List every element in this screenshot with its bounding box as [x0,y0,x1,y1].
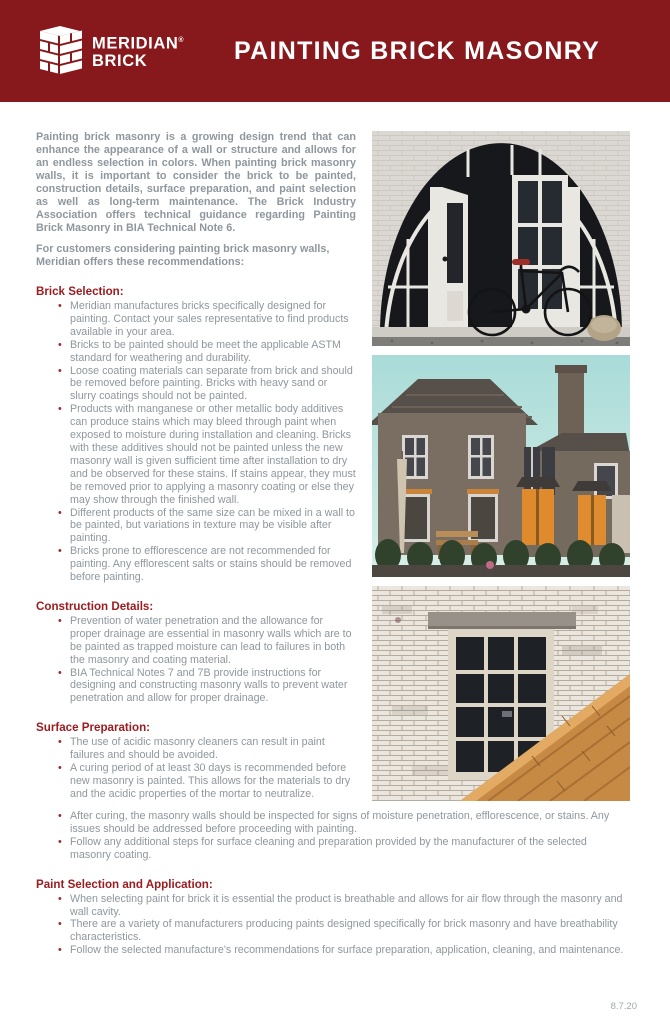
section-heading-brick-selection: Brick Selection: [36,285,124,298]
bullet-item [36,810,630,836]
bullet-icon: • [58,666,62,679]
brand-name [92,32,184,70]
bullet-text: BIA Technical Notes 7 and 7B provide instructions for designing and constructing masonry walls to prevent water penetration and allow for proper drainage. [70,666,348,705]
bullet-text: Meridian manufactures bricks specifically designed for painting. Contact your sales representative to find products available in your area. [70,300,349,338]
brand-name-line1: MERIDIAN [92,34,179,53]
section-heading-paint-selection: Paint Selection and Application: [36,877,213,891]
bullet-item [36,893,630,919]
bullet-item [36,836,630,862]
bullet-text: After curing, the masonry walls should be inspected for signs of moisture penetration, efflorescence, or stains. Any issues should be addressed before proceeding with painting. [70,810,610,835]
header-bar [0,0,670,102]
bullet-icon: • [58,892,62,905]
bullet-text: Different products of the same size can be mixed in a wall to be painted, but variations in texture may be visible after painting. [70,506,355,545]
photo-column [372,131,630,810]
bullet-text: The use of acidic masonry cleaners can result in paint failures and should be avoided. [70,736,325,762]
bullet-item [36,944,630,957]
bullet-icon: • [58,614,62,627]
bullet-icon: • [58,736,62,749]
bullet-icon: • [58,810,62,822]
bullet-icon: • [58,835,62,848]
photo-whitewashed-brick-window [372,586,630,801]
brand-name-line2: BRICK [92,51,148,70]
bullet-icon: • [58,944,62,957]
brick-stack-icon [38,25,84,77]
bullet-icon: • [58,918,62,931]
photo-brick-house-dusk [372,355,630,577]
bullet-text: A curing period of at least 30 days is recommended before new masonry is painted. This allows for the materials to dry and the acidic properties of the mortar to neutralize. [70,762,351,800]
bullet-text: Follow the selected manufacture's recommendations for surface preparation, application, cleaning, and maintenance. [70,944,624,957]
page-title: PAINTING BRICK MASONRY [234,36,601,65]
bullet-icon: • [58,506,62,519]
bullet-icon: • [58,762,62,775]
bullet-text: Follow any additional steps for surface cleaning and preparation provided by the manufacturer of the selected masonry coating. [70,835,587,861]
bullet-icon: • [58,364,62,377]
bullet-icon: • [58,545,62,558]
bullet-text: Bricks to be painted should be meet the applicable ASTM standard for weathering and durability. [70,338,341,364]
content-area [0,102,670,957]
bullet-text: When selecting paint for brick it is essential the product is breathable and allows for air flow through the masonry and wall cavity. [70,892,623,918]
bullet-icon: • [58,338,62,351]
bullet-icon: • [58,403,62,416]
intro-recommendations: For customers considering painting brick masonry walls, Meridian offers these recommendations: [36,243,330,268]
bullet-item [36,918,630,944]
bullet-icon: • [58,300,62,312]
bullet-text: Prevention of water penetration and the allowance for proper drainage are essential in masonry walls which are to be painted as trapped moisture can lead to failures in both the masonry and coating material. [70,614,352,666]
photo-arched-entry-with-bicycle [372,131,630,346]
bullet-text: Loose coating materials can separate from brick and should be removed before painting. Bricks with heavy sand or slurry coatings should not be painted. [70,364,353,403]
intro-paragraph: Painting brick masonry is a growing design trend that can enhance the appearance of a wall or structure and allows for an endless selection in colors. When painting brick masonry walls, it is important to consider the brick to be painted, construction details, surface preparation, and paint selection as well as long-term maintenance. The Brick Industry Association offers technical guidance regarding Painting Brick Masonry in BIA Technical Note 6. [36,131,356,234]
document-version: 8.7.20 [610,1001,637,1012]
section-heading-surface-preparation: Surface Preparation: [36,721,151,735]
brand-logo [38,25,184,77]
bullet-text: Bricks prone to efflorescence are not recommended for painting. Any efflorescent salts or stains should be removed before painting. [70,545,352,584]
section-heading-construction-details: Construction Details: [36,599,154,613]
registered-mark: ® [178,37,185,45]
bullet-text: Products with manganese or other metallic body additives can produce stains which may bleed through paint when exposed to moisture during installation and cleaning. Bricks with these additives should not be painted unless the new masonry wall is given sufficient time after installation to dry and be observed for these stains. If stains appear, they must be removed prior to applying a masonry coating or else they may show through the finished wall. [70,403,356,506]
bullet-text: There are a variety of manufacturers producing paints designed specifically for brick masonry and have breathability characteristics. [70,918,618,944]
